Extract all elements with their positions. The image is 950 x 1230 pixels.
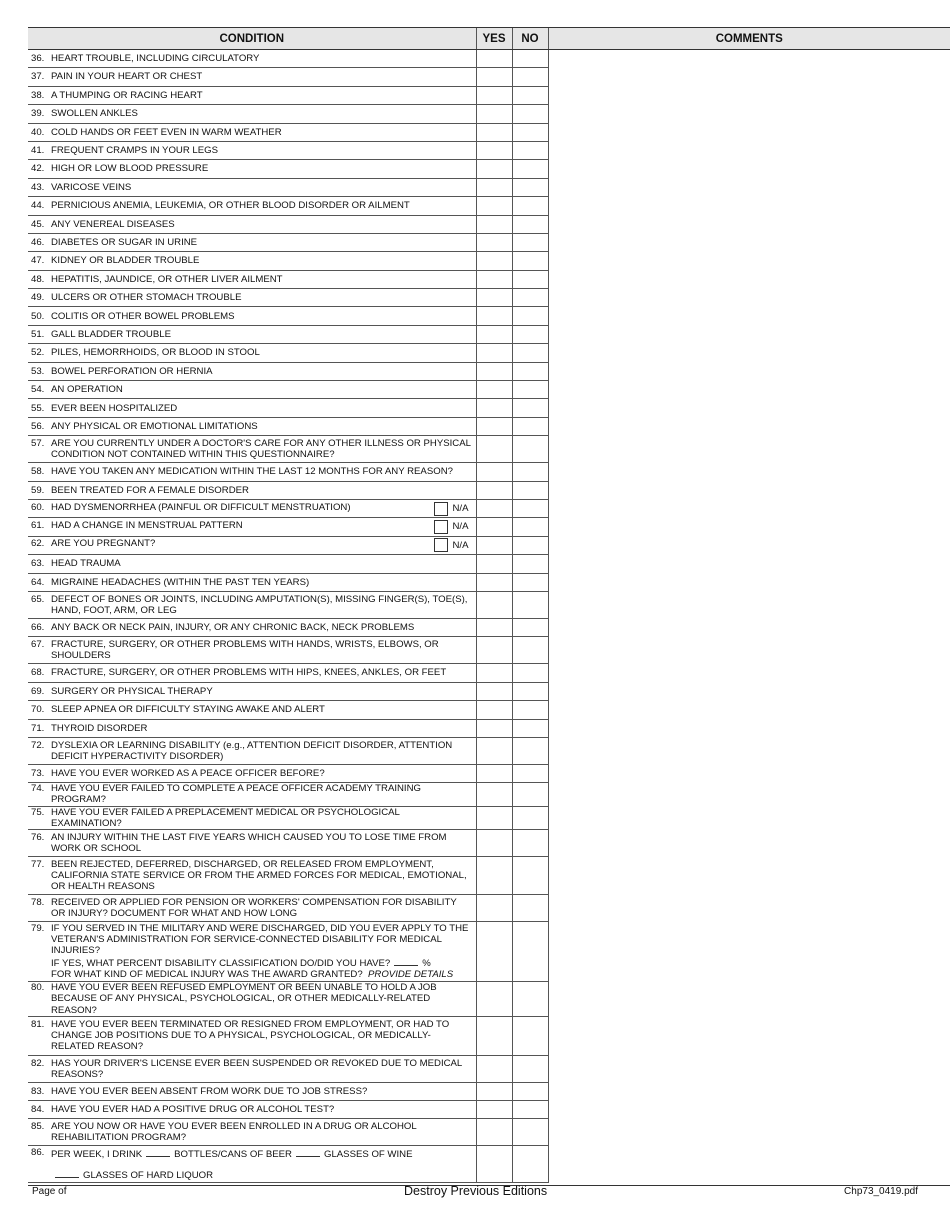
yes-answer-cell[interactable] (476, 325, 512, 343)
question-text: BEEN REJECTED, DEFERRED, DISCHARGED, OR RELEASED FROM EMPLOYMENT, CALIFORNIA STATE SERVICE OR FROM THE ARMED FORCES FOR MEDICAL, EMOTIONAL, OR HEALTH REASONS (51, 858, 467, 893)
no-answer-cell[interactable] (512, 481, 548, 499)
condition-cell (28, 922, 476, 982)
condition-cell (28, 701, 476, 719)
na-checkbox[interactable] (434, 520, 448, 534)
question-number: 68. (31, 667, 45, 679)
condition-cell (28, 307, 476, 325)
no-answer-cell[interactable] (512, 399, 548, 417)
yes-answer-cell[interactable] (476, 436, 512, 463)
question-number: 39. (31, 108, 45, 120)
no-answer-cell[interactable] (512, 701, 548, 719)
condition-cell (28, 436, 476, 463)
question-text: FRACTURE, SURGERY, OR OTHER PROBLEMS WITH HIPS, KNEES, ANKLES, OR FEET (51, 667, 447, 679)
yes-answer-cell[interactable] (476, 123, 512, 141)
question-text: AN INJURY WITHIN THE LAST FIVE YEARS WHICH CAUSED YOU TO LOSE TIME FROM WORK OR SCHOOL (51, 831, 447, 855)
yes-answer-cell[interactable] (476, 481, 512, 499)
yes-answer-cell[interactable] (476, 289, 512, 307)
wine-label: GLASSES OF WINE (323, 1149, 413, 1161)
na-option[interactable] (434, 538, 469, 552)
question-text: HEPATITIS, JAUNDICE, OR OTHER LIVER AILMENT (51, 273, 283, 285)
condition-cell (28, 344, 476, 362)
question-number: 53. (31, 365, 45, 377)
question-text: ARE YOU PREGNANT? (51, 538, 156, 550)
condition-cell (28, 591, 476, 618)
na-checkbox[interactable] (434, 538, 448, 552)
question-number: 58. (31, 466, 45, 478)
question-text: SLEEP APNEA OR DIFFICULTY STAYING AWAKE AND ALERT (51, 704, 325, 716)
condition-cell (28, 518, 476, 536)
condition-cell (28, 481, 476, 499)
no-answer-cell[interactable] (512, 1082, 548, 1100)
yes-answer-cell[interactable] (476, 233, 512, 251)
yes-answer-cell[interactable] (476, 399, 512, 417)
question-text: PAIN IN YOUR HEART OR CHEST (51, 71, 203, 83)
header-yes: YES (476, 28, 512, 50)
no-answer-cell[interactable] (512, 806, 548, 829)
condition-cell (28, 1016, 476, 1055)
table-header-row (28, 28, 950, 50)
yes-answer-cell[interactable] (476, 682, 512, 700)
no-answer-cell[interactable] (512, 895, 548, 922)
no-answer-cell[interactable] (512, 682, 548, 700)
question-text: AN OPERATION (51, 384, 123, 396)
question-number: 69. (31, 685, 45, 697)
header-condition: CONDITION (28, 28, 476, 50)
question-number: 52. (31, 347, 45, 359)
condition-cell (28, 325, 476, 343)
question-number: 61. (31, 520, 45, 532)
question-text: IF YOU SERVED IN THE MILITARY AND WERE DISCHARGED, DID YOU EVER APPLY TO THE VETERAN'S ADMINISTRATION FOR SERVICE-CONNECTED DISABILITY FOR MEDICAL INJURIES? (51, 922, 469, 956)
no-answer-cell[interactable] (512, 637, 548, 664)
condition-cell (28, 105, 476, 123)
no-answer-cell[interactable] (512, 857, 548, 895)
no-answer-cell[interactable] (512, 215, 548, 233)
question-text: HAVE YOU EVER FAILED A PREPLACEMENT MEDICAL OR PSYCHOLOGICAL EXAMINATION? (51, 806, 400, 829)
question-text: FREQUENT CRAMPS IN YOUR LEGS (51, 145, 219, 157)
na-label: N/A (452, 503, 469, 515)
question-number: 82. (31, 1057, 45, 1069)
no-answer-cell[interactable] (512, 436, 548, 463)
condition-cell (28, 737, 476, 764)
no-answer-cell[interactable] (512, 719, 548, 737)
no-answer-cell[interactable] (512, 86, 548, 104)
question-number: 37. (31, 71, 45, 83)
condition-cell (28, 806, 476, 829)
no-answer-cell[interactable] (512, 270, 548, 288)
condition-cell (28, 86, 476, 104)
question-text: HAS YOUR DRIVER'S LICENSE EVER BEEN SUSPENDED OR REVOKED DUE TO MEDICAL REASONS? (51, 1057, 462, 1080)
condition-cell (28, 618, 476, 636)
question-number: 36. (31, 53, 45, 65)
no-answer-cell[interactable] (512, 783, 548, 806)
yes-answer-cell[interactable] (476, 141, 512, 159)
no-answer-cell[interactable] (512, 252, 548, 270)
yes-answer-cell[interactable] (476, 307, 512, 325)
condition-cell (28, 289, 476, 307)
question-number: 84. (31, 1104, 45, 1116)
question-number: 71. (31, 722, 45, 734)
question-number: 66. (31, 622, 45, 634)
question-number: 77. (31, 858, 45, 870)
yes-answer-cell[interactable] (476, 381, 512, 399)
yes-answer-cell[interactable] (476, 362, 512, 380)
no-answer-cell[interactable] (512, 381, 548, 399)
question-text: GALL BLADDER TROUBLE (51, 328, 171, 340)
condition-cell (28, 664, 476, 682)
no-answer-cell[interactable] (512, 664, 548, 682)
question-text: HAVE YOU EVER FAILED TO COMPLETE A PEACE OFFICER ACADEMY TRAINING PROGRAM? (51, 783, 421, 806)
provide-details-note: PROVIDE DETAILS (368, 969, 454, 981)
yes-answer-cell[interactable] (476, 895, 512, 922)
percent-blank[interactable] (394, 956, 418, 966)
question-number: 80. (31, 982, 45, 994)
question-text: COLD HANDS OR FEET EVEN IN WARM WEATHER (51, 126, 282, 138)
table-row (28, 50, 950, 68)
yes-answer-cell[interactable] (476, 499, 512, 517)
condition-cell (28, 1082, 476, 1100)
file-name: Chp73_0419.pdf (844, 1186, 918, 1197)
question-number: 72. (31, 739, 45, 751)
no-answer-cell[interactable] (512, 1055, 548, 1082)
condition-cell (28, 637, 476, 664)
question-text: BOWEL PERFORATION OR HERNIA (51, 365, 213, 377)
question-number: 73. (31, 767, 45, 779)
question-text: HAVE YOU EVER WORKED AS A PEACE OFFICER BEFORE? (51, 767, 325, 779)
no-answer-cell[interactable] (512, 1119, 548, 1146)
no-answer-cell[interactable] (512, 362, 548, 380)
no-answer-cell[interactable] (512, 536, 548, 554)
yes-answer-cell[interactable] (476, 555, 512, 573)
yes-answer-cell[interactable] (476, 1146, 512, 1183)
beer-label: BOTTLES/CANS OF BEER (174, 1149, 292, 1161)
yes-answer-cell[interactable] (476, 197, 512, 215)
no-answer-cell[interactable] (512, 289, 548, 307)
question-text: HAVE YOU EVER BEEN TERMINATED OR RESIGNED FROM EMPLOYMENT, OR HAD TO CHANGE JOB POSITIONS DUE TO A PHYSICAL, PSYCHOLOGICAL, OR MEDICALLY-RELATED REASON? (51, 1018, 450, 1053)
yes-answer-cell[interactable] (476, 806, 512, 829)
question-text: EVER BEEN HOSPITALIZED (51, 402, 178, 414)
question-text: COLITIS OR OTHER BOWEL PROBLEMS (51, 310, 235, 322)
question-text: HEART TROUBLE, INCLUDING CIRCULATORY (51, 53, 260, 65)
yes-answer-cell[interactable] (476, 1119, 512, 1146)
percent-sign: % (422, 958, 431, 970)
no-answer-cell[interactable] (512, 591, 548, 618)
condition-cell (28, 499, 476, 517)
question-text: HAVE YOU EVER BEEN ABSENT FROM WORK DUE TO JOB STRESS? (51, 1085, 368, 1097)
question-number: 46. (31, 237, 45, 248)
no-answer-cell[interactable] (512, 417, 548, 435)
question-number: 86. (31, 1147, 45, 1159)
no-answer-cell[interactable] (512, 499, 548, 517)
question-number: 67. (31, 639, 45, 651)
question-number: 38. (31, 89, 45, 101)
question-number: 76. (31, 831, 45, 843)
liquor-blank[interactable] (55, 1168, 79, 1178)
no-answer-cell[interactable] (512, 830, 548, 857)
question-text: RECEIVED OR APPLIED FOR PENSION OR WORKERS' COMPENSATION FOR DISABILITY OR INJURY? DOCUMENT FOR WHAT AND HOW LONG (51, 896, 457, 920)
no-answer-cell[interactable] (512, 141, 548, 159)
question-number: 45. (31, 218, 45, 230)
yes-answer-cell[interactable] (476, 270, 512, 288)
yes-answer-cell[interactable] (476, 160, 512, 178)
question-text: A THUMPING OR RACING HEART (51, 89, 203, 101)
condition-cell (28, 68, 476, 86)
question-text: ANY BACK OR NECK PAIN, INJURY, OR ANY CHRONIC BACK, NECK PROBLEMS (51, 622, 415, 634)
question-number: 41. (31, 145, 45, 157)
question-text: DYSLEXIA OR LEARNING DISABILITY (e.g., ATTENTION DEFICIT DISORDER, ATTENTION DEFICIT HYPERACTIVITY DISORDER) (51, 739, 453, 762)
question-number: 56. (31, 420, 45, 432)
yes-answer-cell[interactable] (476, 86, 512, 104)
na-label: N/A (452, 521, 469, 533)
page-number: Page of (32, 1186, 67, 1197)
question-number: 83. (31, 1085, 45, 1097)
question-text: SWOLLEN ANKLES (51, 108, 138, 120)
yes-answer-cell[interactable] (476, 1016, 512, 1055)
page-footer (0, 1184, 950, 1204)
condition-cell (28, 682, 476, 700)
question-text: ANY PHYSICAL OR EMOTIONAL LIMITATIONS (51, 420, 258, 432)
no-answer-cell[interactable] (512, 737, 548, 764)
no-answer-cell[interactable] (512, 1101, 548, 1119)
question-text: PILES, HEMORRHOIDS, OR BLOOD IN STOOL (51, 347, 260, 359)
question-number: 65. (31, 593, 45, 605)
destroy-notice: Destroy Previous Editions (404, 1184, 548, 1198)
no-answer-cell[interactable] (512, 573, 548, 591)
question-number: 54. (31, 384, 45, 396)
yes-answer-cell[interactable] (476, 463, 512, 481)
condition-cell (28, 1119, 476, 1146)
condition-cell (28, 141, 476, 159)
condition-cell (28, 1101, 476, 1119)
condition-cell (28, 830, 476, 857)
condition-cell (28, 463, 476, 481)
yes-answer-cell[interactable] (476, 215, 512, 233)
yes-answer-cell[interactable] (476, 922, 512, 982)
condition-cell (28, 982, 476, 1017)
question-text: HEAD TRAUMA (51, 558, 121, 570)
condition-cell (28, 381, 476, 399)
question-number: 78. (31, 896, 45, 908)
question-text: KIDNEY OR BLADDER TROUBLE (51, 255, 200, 267)
condition-cell (28, 160, 476, 178)
yes-answer-cell[interactable] (476, 1055, 512, 1082)
yes-answer-cell[interactable] (476, 719, 512, 737)
condition-cell (28, 362, 476, 380)
question-text: DEFECT OF BONES OR JOINTS, INCLUDING AMPUTATION(S), MISSING FINGER(S), TOE(S), HAND, FOOT, ARM, OR LEG (51, 593, 468, 616)
no-answer-cell[interactable] (512, 922, 548, 982)
condition-cell (28, 719, 476, 737)
no-answer-cell[interactable] (512, 123, 548, 141)
no-answer-cell[interactable] (512, 518, 548, 536)
question-number: 81. (31, 1018, 45, 1030)
condition-cell (28, 123, 476, 141)
condition-cell (28, 178, 476, 196)
question-number: 64. (31, 576, 45, 588)
beer-blank[interactable] (146, 1147, 170, 1157)
yes-answer-cell[interactable] (476, 764, 512, 782)
question-number: 47. (31, 255, 45, 267)
yes-answer-cell[interactable] (476, 536, 512, 554)
yes-answer-cell[interactable] (476, 68, 512, 86)
question-number: 85. (31, 1121, 45, 1133)
yes-answer-cell[interactable] (476, 1101, 512, 1119)
question-text: HIGH OR LOW BLOOD PRESSURE (51, 163, 209, 175)
yes-answer-cell[interactable] (476, 1082, 512, 1100)
question-text: ARE YOU CURRENTLY UNDER A DOCTOR'S CARE FOR ANY OTHER ILLNESS OR PHYSICAL CONDITION NOT CONTAINED WITHIN THIS QUESTIONNAIRE? (51, 438, 471, 461)
yes-answer-cell[interactable] (476, 857, 512, 895)
question-number: 79. (31, 922, 45, 934)
condition-cell (28, 270, 476, 288)
question-number: 70. (31, 704, 45, 716)
comments-field[interactable] (548, 50, 950, 1183)
wine-blank[interactable] (296, 1147, 320, 1157)
yes-answer-cell[interactable] (476, 573, 512, 591)
yes-answer-cell[interactable] (476, 417, 512, 435)
no-answer-cell[interactable] (512, 233, 548, 251)
question-text: HAD A CHANGE IN MENSTRUAL PATTERN (51, 520, 243, 532)
question-text: HAD DYSMENORRHEA (PAINFUL OR DIFFICULT MENSTRUATION) (51, 501, 351, 513)
question-text: HAVE YOU EVER HAD A POSITIVE DRUG OR ALCOHOL TEST? (51, 1104, 335, 1116)
question-number: 40. (31, 126, 45, 138)
no-answer-cell[interactable] (512, 1146, 548, 1183)
yes-answer-cell[interactable] (476, 830, 512, 857)
conditions-table (28, 27, 950, 1183)
condition-cell (28, 233, 476, 251)
no-answer-cell[interactable] (512, 178, 548, 196)
no-answer-cell[interactable] (512, 344, 548, 362)
question-number: 59. (31, 484, 45, 496)
question-text: PER WEEK, I DRINK (51, 1149, 143, 1161)
no-answer-cell[interactable] (512, 307, 548, 325)
no-answer-cell[interactable] (512, 764, 548, 782)
condition-cell (28, 399, 476, 417)
condition-cell (28, 197, 476, 215)
question-number: 55. (31, 402, 45, 414)
no-answer-cell[interactable] (512, 50, 548, 68)
yes-answer-cell[interactable] (476, 618, 512, 636)
question-number: 48. (31, 273, 45, 285)
yes-answer-cell[interactable] (476, 252, 512, 270)
yes-answer-cell[interactable] (476, 518, 512, 536)
condition-cell (28, 1146, 476, 1183)
condition-cell (28, 573, 476, 591)
condition-cell (28, 252, 476, 270)
na-label: N/A (452, 539, 469, 551)
question-number: 60. (31, 501, 45, 513)
no-answer-cell[interactable] (512, 1016, 548, 1055)
na-option[interactable] (434, 520, 469, 534)
yes-answer-cell[interactable] (476, 982, 512, 1017)
condition-cell (28, 417, 476, 435)
yes-answer-cell[interactable] (476, 701, 512, 719)
no-answer-cell[interactable] (512, 618, 548, 636)
question-text: VARICOSE VEINS (51, 181, 132, 193)
condition-cell (28, 857, 476, 895)
question-number: 50. (31, 310, 45, 322)
question-number: 74. (31, 783, 45, 795)
header-no: NO (512, 28, 548, 50)
liquor-label: GLASSES OF HARD LIQUOR (83, 1170, 214, 1182)
question-text: ARE YOU NOW OR HAVE YOU EVER BEEN ENROLLED IN A DRUG OR ALCOHOL REHABILITATION PROGRAM? (51, 1121, 417, 1144)
question-subtext: IF YES, WHAT PERCENT DISABILITY CLASSIFICATION DO/DID YOU HAVE? (51, 958, 391, 970)
condition-cell (28, 215, 476, 233)
question-number: 63. (31, 558, 45, 570)
question-number: 42. (31, 163, 45, 175)
yes-answer-cell[interactable] (476, 50, 512, 68)
condition-cell (28, 50, 476, 68)
condition-cell (28, 1055, 476, 1082)
condition-cell (28, 536, 476, 554)
header-comments: COMMENTS (548, 28, 950, 50)
question-number: 75. (31, 806, 45, 818)
condition-cell (28, 783, 476, 806)
question-number: 62. (31, 538, 45, 550)
question-text: THYROID DISORDER (51, 722, 148, 734)
question-number: 51. (31, 328, 45, 340)
na-checkbox[interactable] (434, 502, 448, 516)
condition-cell (28, 764, 476, 782)
no-answer-cell[interactable] (512, 160, 548, 178)
yes-answer-cell[interactable] (476, 737, 512, 764)
no-answer-cell[interactable] (512, 68, 548, 86)
question-number: 49. (31, 292, 45, 304)
question-text: SURGERY OR PHYSICAL THERAPY (51, 685, 213, 697)
yes-answer-cell[interactable] (476, 783, 512, 806)
yes-answer-cell[interactable] (476, 637, 512, 664)
condition-cell (28, 555, 476, 573)
question-text: ULCERS OR OTHER STOMACH TROUBLE (51, 292, 242, 304)
question-number: 57. (31, 438, 45, 449)
question-text: FRACTURE, SURGERY, OR OTHER PROBLEMS WITH HANDS, WRISTS, ELBOWS, OR SHOULDERS (51, 639, 439, 662)
question-text: MIGRAINE HEADACHES (WITHIN THE PAST TEN YEARS) (51, 576, 310, 588)
question-text: ANY VENEREAL DISEASES (51, 218, 175, 230)
no-answer-cell[interactable] (512, 555, 548, 573)
question-text: HAVE YOU TAKEN ANY MEDICATION WITHIN THE LAST 12 MONTHS FOR ANY REASON? (51, 466, 453, 478)
no-answer-cell[interactable] (512, 325, 548, 343)
question-number: 43. (31, 181, 45, 193)
question-text: BEEN TREATED FOR A FEMALE DISORDER (51, 484, 249, 496)
no-answer-cell[interactable] (512, 982, 548, 1017)
question-number: 44. (31, 200, 45, 212)
yes-answer-cell[interactable] (476, 344, 512, 362)
questionnaire-form (28, 27, 950, 1183)
question-text: HAVE YOU EVER BEEN REFUSED EMPLOYMENT OR BEEN UNABLE TO HOLD A JOB BECAUSE OF ANY PHYSICAL, PSYCHOLOGICAL, OR OTHER MEDICALLY-RELATED REASON? (51, 982, 437, 1016)
na-option[interactable] (434, 502, 469, 516)
no-answer-cell[interactable] (512, 105, 548, 123)
yes-answer-cell[interactable] (476, 105, 512, 123)
condition-cell (28, 895, 476, 922)
yes-answer-cell[interactable] (476, 591, 512, 618)
no-answer-cell[interactable] (512, 463, 548, 481)
question-text: DIABETES OR SUGAR IN URINE (51, 237, 198, 248)
yes-answer-cell[interactable] (476, 178, 512, 196)
question-subtext-2: FOR WHAT KIND OF MEDICAL INJURY WAS THE AWARD GRANTED? (51, 969, 363, 981)
yes-answer-cell[interactable] (476, 664, 512, 682)
question-text: PERNICIOUS ANEMIA, LEUKEMIA, OR OTHER BLOOD DISORDER OR AILMENT (51, 200, 410, 212)
no-answer-cell[interactable] (512, 197, 548, 215)
